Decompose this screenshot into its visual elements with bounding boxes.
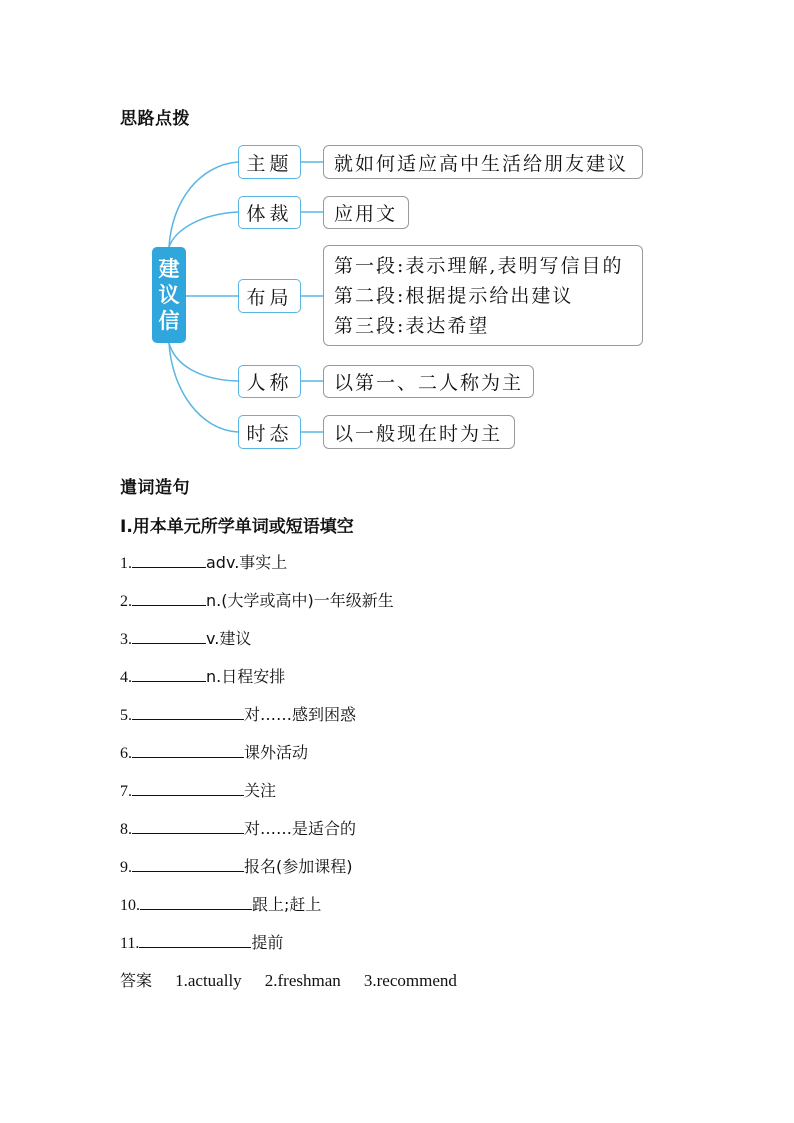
exercise-item-4 [120,664,285,687]
item-number: 3. [120,631,132,648]
item-number: 9. [120,859,132,876]
answer-item-2: 2.freshman [264,971,341,990]
branch-person: 人称 [238,365,301,398]
item-prompt: v.建议 [206,629,252,648]
exercise-item-6 [120,740,308,763]
center-char-1: 建 [158,257,180,281]
answer-blank[interactable] [132,705,244,720]
branch-genre: 体裁 [238,196,301,229]
connector-person [169,343,238,381]
answer-blank[interactable] [139,933,251,948]
mind-map [0,0,794,470]
item-number: 5. [120,707,132,724]
center-node-suggestion-letter [152,247,186,343]
exercise-item-3 [120,626,251,649]
answer-blank[interactable] [132,857,244,872]
branch-tense: 时态 [238,415,301,449]
answer-blank[interactable] [140,895,252,910]
connector-genre [169,212,238,247]
item-prompt: 课外活动 [244,743,309,762]
leaf-layout [323,245,643,346]
answer-blank[interactable] [132,629,206,644]
section-title-thinking: 思路点拨 [120,109,190,129]
center-char-2: 议 [158,283,180,307]
item-number: 4. [120,669,132,686]
item-number: 6. [120,745,132,762]
layout-para-1: 第一段:表示理解,表明写信目的 [334,254,624,277]
exercise-item-10 [120,892,321,915]
item-prompt: n.(大学或高中)一年级新生 [206,591,394,610]
connector-tense [169,343,238,432]
leaf-topic: 就如何适应高中生活给朋友建议 [323,145,643,179]
item-prompt: 对……感到困惑 [244,705,357,724]
item-number: 8. [120,821,132,838]
branch-topic: 主题 [238,145,301,179]
item-number: 1. [120,555,132,572]
answer-blank[interactable] [132,781,244,796]
exercise-item-1 [120,550,287,573]
answer-item-1: 1.actually [175,971,242,990]
item-number: 2. [120,593,132,610]
item-prompt: 提前 [251,933,284,952]
center-char-3: 信 [158,309,180,333]
answer-blank[interactable] [132,819,244,834]
item-prompt: 报名(参加课程) [244,857,353,876]
exercise-item-9 [120,854,353,877]
exercise-item-2 [120,588,394,611]
answer-line [120,968,457,991]
item-number: 10. [120,897,140,914]
item-number: 11. [120,935,140,952]
answer-blank[interactable] [132,591,206,606]
answer-blank[interactable] [132,743,244,758]
exercise-item-5 [120,702,356,725]
mind-map-connectors [0,0,794,470]
answer-blank[interactable] [132,667,206,682]
item-prompt: 对……是适合的 [244,819,357,838]
item-prompt: 关注 [244,781,277,800]
leaf-tense: 以一般现在时为主 [323,415,515,449]
answer-blank[interactable] [132,553,206,568]
exercise-item-11 [120,930,283,953]
answer-label: 答案 [120,971,153,990]
section-title-vocab: 遣词造句 [120,478,190,498]
layout-para-3: 第三段:表达希望 [334,314,490,337]
connector-topic [169,162,238,247]
leaf-genre: 应用文 [323,196,409,229]
leaf-person: 以第一、二人称为主 [323,365,534,398]
item-prompt: adv.事实上 [206,553,288,572]
branch-layout: 布局 [238,279,301,313]
exercise-item-8 [120,816,356,839]
part-title-fill-blanks: Ⅰ.用本单元所学单词或短语填空 [120,517,354,537]
item-prompt: 跟上;赶上 [252,895,322,914]
item-number: 7. [120,783,132,800]
item-prompt: n.日程安排 [206,667,286,686]
layout-para-2: 第二段:根据提示给出建议 [334,284,574,307]
answer-item-3: 3.recommend [363,971,457,990]
exercise-item-7 [120,778,276,801]
